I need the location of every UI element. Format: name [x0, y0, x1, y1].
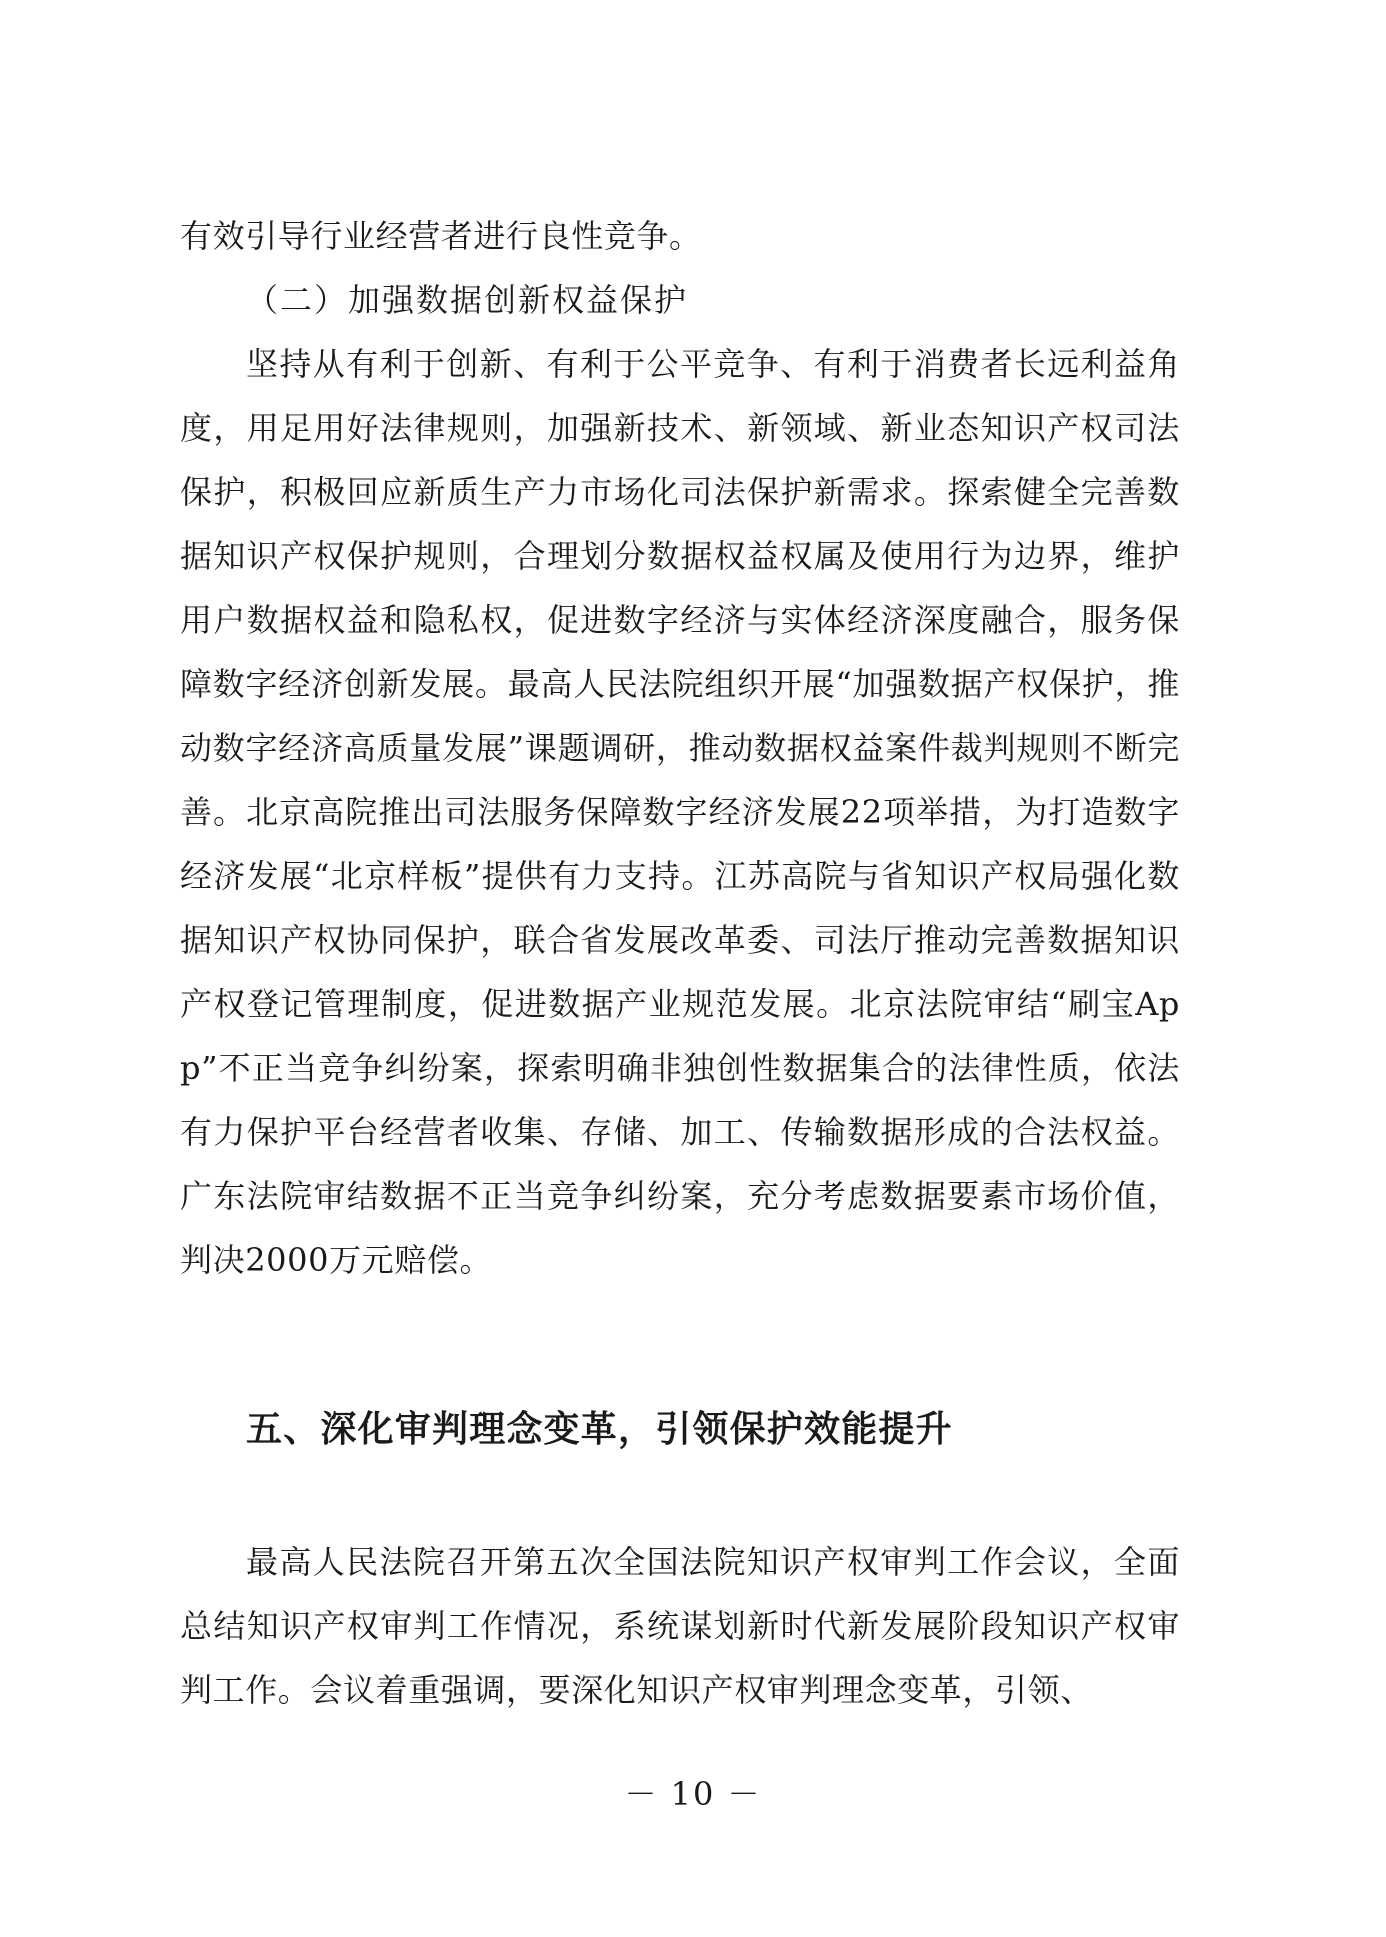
section-heading: 五、深化审判理念变革，引领保护效能提升 [246, 1409, 953, 1450]
paragraph-section-intro: 最高人民法院召开第五次全国法院知识产权审判工作会议，全面总结知识产权审判工作情况，系统谋划新时代新发展阶段知识产权审判工作。会议着重强调，要深化知识产权审判理念变革，引领、 [180, 1543, 1180, 1709]
page-number: － 10 － [624, 1775, 762, 1813]
paragraph-data-rights: 坚持从有利于创新、有利于公平竞争、有利于消费者长远利益角度，用足用好法律规则，加强新技术、新领域、新业态知识产权司法保护，积极回应新质生产力市场化司法保护新需求。探索健全完善数据知识产权保护规则，合理划分数据权益权属及使用行为边界，维护用户数据权益和隐私权，促进数字经济与实体经济深度融合，服务保障数字经济创新发展。最高人民法院组织开展“加强数据产权保护，推动数字经济高质量发展”课题调研，推动数据权益案件裁判规则不断完善。北京高院推出司法服务保障数字经济发展22项举措，为打造数字经济发展“北京样板”提供有力支持。江苏高院与省知识产权局强化数据知识产权协同保护，联合省发展改革委、司法厅推动完善数据知识产权登记管理制度，促进数据产业规范发展。北京法院审结“刷宝App”不正当竞争纠纷案，探索明确非独创性数据集合的法律性质，依法有力保护平台经营者收集、存储、加工、传输数据形成的合法权益。广东法院审结数据不正当竞争纠纷案，充分考虑数据要素市场价值，判决2000万元赔偿。 [180, 345, 1180, 1279]
paragraph-continuation: 有效引导行业经营者进行良性竞争。 [180, 217, 702, 255]
subheading-data-rights: （二）加强数据创新权益保护 [246, 281, 689, 319]
